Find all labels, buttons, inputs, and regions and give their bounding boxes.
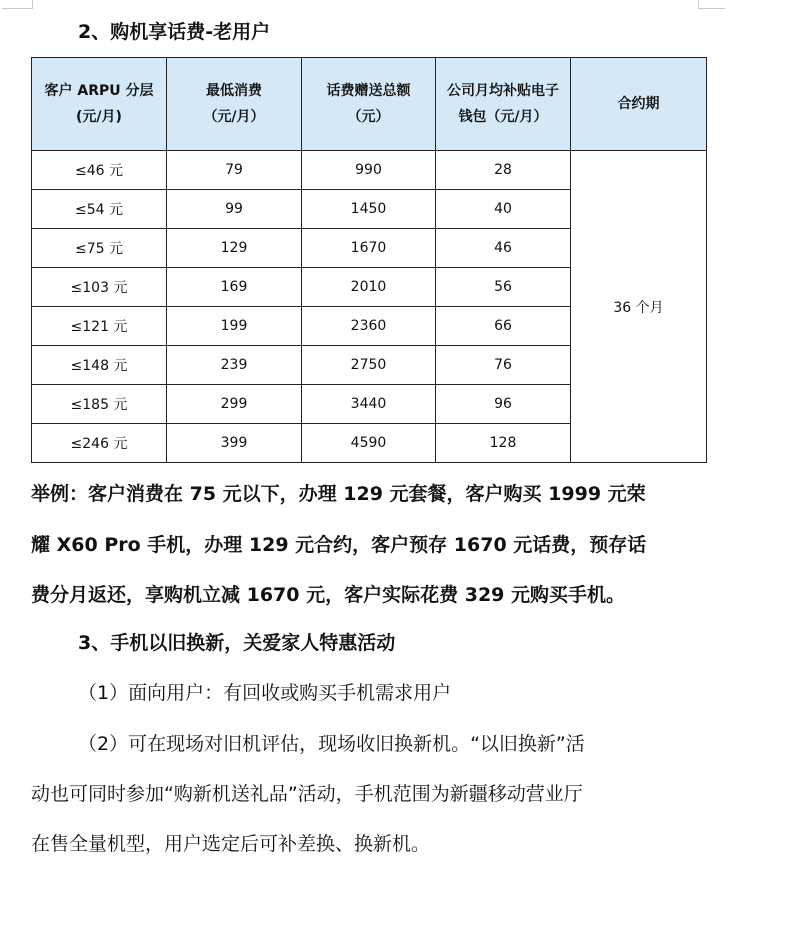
cell-subsidy: 96 — [436, 385, 571, 424]
cell-arpu: ≤54 元 — [32, 190, 167, 229]
section-3-item-1: （1）面向用户：有回收或购买手机需求用户 — [78, 682, 452, 704]
cell-subsidy: 40 — [436, 190, 571, 229]
header-gift-total: 话费赠送总额 （元） — [302, 58, 436, 151]
cell-arpu: ≤246 元 — [32, 424, 167, 463]
cell-min: 299 — [167, 385, 302, 424]
fee-table — [31, 57, 707, 463]
cell-gift: 1670 — [302, 229, 436, 268]
header-arpu: 客户 ARPU 分层 (元/月) — [32, 58, 167, 151]
header-monthly-subsidy: 公司月均补贴电子 钱包（元/月） — [436, 58, 571, 151]
cell-min: 129 — [167, 229, 302, 268]
cell-arpu: ≤148 元 — [32, 346, 167, 385]
header-min-consumption: 最低消费 （元/月） — [167, 58, 302, 151]
section-3-heading: 3、手机以旧换新，关爱家人特惠活动 — [78, 632, 396, 654]
cell-min: 79 — [167, 151, 302, 190]
cell-gift: 2010 — [302, 268, 436, 307]
cell-subsidy: 46 — [436, 229, 571, 268]
section-3-item-2-line-3: 在售全量机型，用户选定后可补差换、换新机。 — [31, 833, 431, 855]
cell-min: 199 — [167, 307, 302, 346]
cell-subsidy: 28 — [436, 151, 571, 190]
cell-contract-period: 36 个月 — [571, 151, 707, 463]
cell-subsidy: 76 — [436, 346, 571, 385]
cell-arpu: ≤75 元 — [32, 229, 167, 268]
cell-arpu: ≤46 元 — [32, 151, 167, 190]
cell-min: 239 — [167, 346, 302, 385]
page-corner-mark-right — [698, 0, 725, 9]
cell-gift: 990 — [302, 151, 436, 190]
example-line-1: 举例：客户消费在 75 元以下，办理 129 元套餐，客户购买 1999 元荣 — [31, 483, 646, 505]
cell-arpu: ≤103 元 — [32, 268, 167, 307]
cell-gift: 2750 — [302, 346, 436, 385]
section-3-item-2-line-1: （2）可在现场对旧机评估，现场收旧换新机。“以旧换新”活 — [78, 733, 585, 755]
cell-gift: 1450 — [302, 190, 436, 229]
page-corner-mark-left — [2, 0, 33, 9]
cell-subsidy: 128 — [436, 424, 571, 463]
cell-gift: 3440 — [302, 385, 436, 424]
cell-min: 399 — [167, 424, 302, 463]
cell-min: 169 — [167, 268, 302, 307]
cell-min: 99 — [167, 190, 302, 229]
example-line-2: 耀 X60 Pro 手机，办理 129 元合约，客户预存 1670 元话费，预存话 — [31, 534, 647, 556]
cell-arpu: ≤185 元 — [32, 385, 167, 424]
section-2-heading: 2、购机享话费-老用户 — [78, 21, 271, 43]
section-3-item-2-line-2: 动也可同时参加“购新机送礼品”活动，手机范围为新疆移动营业厅 — [31, 783, 583, 805]
cell-gift: 4590 — [302, 424, 436, 463]
cell-arpu: ≤121 元 — [32, 307, 167, 346]
cell-subsidy: 56 — [436, 268, 571, 307]
cell-gift: 2360 — [302, 307, 436, 346]
table-header-row — [32, 58, 707, 151]
table-row — [32, 151, 707, 190]
header-contract-period: 合约期 — [571, 58, 707, 151]
cell-subsidy: 66 — [436, 307, 571, 346]
example-line-3: 费分月返还，享购机立减 1670 元，客户实际花费 329 元购买手机。 — [31, 584, 626, 606]
